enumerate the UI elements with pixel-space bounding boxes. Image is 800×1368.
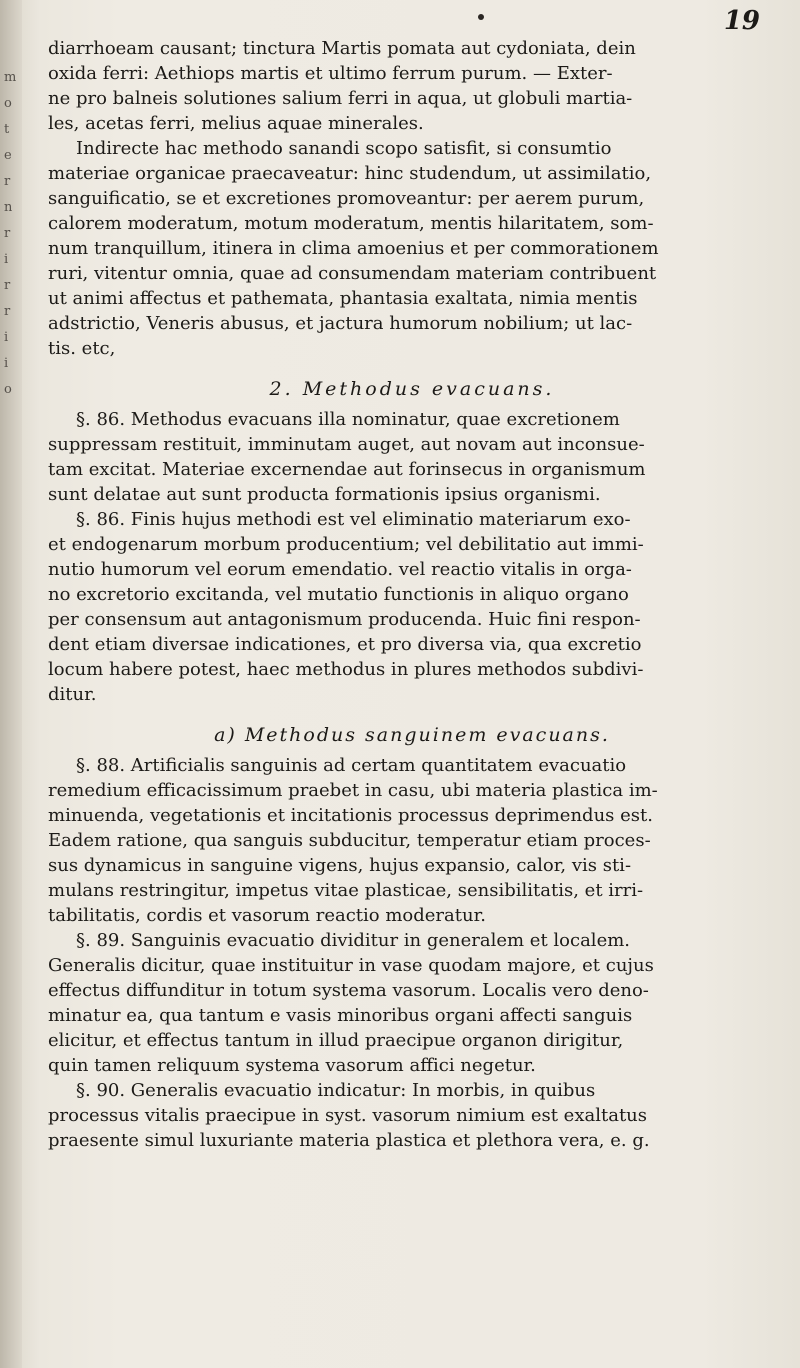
text-line: ne pro balneis solutiones salium ferri in aqua, ut globuli martia- <box>48 88 633 109</box>
text-line: dent etiam diversae indicationes, et pro diversa via, qua excretio <box>48 634 642 655</box>
text-line: ut animi affectus et pathemata, phantasia exaltata, nimia mentis <box>48 288 638 309</box>
text-line: §. 86. Finis hujus methodi est vel eliminatio materiarum exo- <box>76 509 631 530</box>
ink-speck <box>478 14 484 20</box>
text-line: per consensum aut antagonismum producenda. Huic fini respon- <box>48 609 641 630</box>
paragraph-88 <box>48 753 776 928</box>
paragraph-89 <box>48 928 776 1078</box>
text-line: §. 86. Methodus evacuans illa nominatur, quae excretionem <box>76 409 620 430</box>
gutter-letter: r <box>4 304 11 319</box>
text-line: remedium efficacissimum praebet in casu, ubi materia plastica im- <box>48 780 658 801</box>
paragraph-86-finis <box>48 507 776 707</box>
text-line: mulans restringitur, impetus vitae plasticae, sensibilitatis, et irri- <box>48 880 644 901</box>
text-line: elicitur, et effectus tantum in illud praecipue organon dirigitur, <box>48 1030 624 1051</box>
text-block <box>48 36 776 1153</box>
gutter-letter: r <box>4 174 11 189</box>
section-heading-methodus-evacuans: 2. Methodus evacuans. <box>269 378 555 400</box>
text-line: oxida ferri: Aethiops martis et ultimo ferrum purum. — Exter- <box>48 63 613 84</box>
paragraph-iron-remedies <box>48 36 776 136</box>
text-line: nutio humorum vel eorum emendatio. vel reactio vitalis in orga- <box>48 559 632 580</box>
page-number: 19 <box>723 6 760 36</box>
text-line: tabilitatis, cordis et vasorum reactio moderatur. <box>48 905 486 926</box>
text-line: §. 90. Generalis evacuatio indicatur: In morbis, in quibus <box>76 1080 596 1101</box>
binding-gutter <box>0 0 22 1368</box>
text-line: tam excitat. Materiae excernendae aut forinsecus in organismum <box>48 459 646 480</box>
gutter-letter: n <box>4 200 13 215</box>
gutter-letter: o <box>4 382 12 397</box>
text-line: materiae organicae praecaveatur: hinc studendum, ut assimilatio, <box>48 163 652 184</box>
gutter-letter: r <box>4 226 11 241</box>
text-line: minuenda, vegetationis et incitationis processus deprimendus est. <box>48 805 653 826</box>
text-line: minatur ea, qua tantum e vasis minoribus organi affecti sanguis <box>48 1005 633 1026</box>
text-line: quin tamen reliquum systema vasorum affici negetur. <box>48 1055 536 1076</box>
text-line: num tranquillum, itinera in clima amoenius et per commorationem <box>48 238 659 259</box>
gutter-letter: i <box>4 330 9 345</box>
text-line: Indirecte hac methodo sanandi scopo satisfit, si consumtio <box>76 138 612 159</box>
text-line: effectus diffunditur in totum systema vasorum. Localis vero deno- <box>48 980 649 1001</box>
text-line: Eadem ratione, qua sanguis subducitur, temperatur etiam proces- <box>48 830 651 851</box>
gutter-letter: i <box>4 356 9 371</box>
text-line: locum habere potest, haec methodus in plures methodos subdivi- <box>48 659 644 680</box>
text-line: suppressam restituit, imminutam auget, aut novam aut inconsue- <box>48 434 645 455</box>
text-line: ditur. <box>48 684 97 705</box>
text-line: et endogenarum morbum producentium; vel debilitatio aut immi- <box>48 534 644 555</box>
text-line: praesente simul luxuriante materia plastica et plethora vera, e. g. <box>48 1130 650 1151</box>
gutter-letter: t <box>4 122 10 137</box>
paragraph-90 <box>48 1078 776 1153</box>
text-line: diarrhoeam causant; tinctura Martis pomata aut cydoniata, dein <box>48 38 636 59</box>
gutter-letter: r <box>4 278 11 293</box>
paragraph-86-definition <box>48 407 776 507</box>
gutter-letter: i <box>4 252 9 267</box>
text-line: §. 88. Artificialis sanguinis ad certam quantitatem evacuatio <box>76 755 627 776</box>
text-line: sanguificatio, se et excretiones promoveantur: per aerem purum, <box>48 188 645 209</box>
text-line: tis. etc, <box>48 338 116 359</box>
gutter-letter: o <box>4 96 12 111</box>
text-line: sunt delatae aut sunt producta formationis ipsius organismi. <box>48 484 601 505</box>
text-line: adstrictio, Veneris abusus, et jactura humorum nobilium; ut lac- <box>48 313 633 334</box>
text-line: sus dynamicus in sanguine vigens, hujus expansio, calor, vis sti- <box>48 855 632 876</box>
text-line: §. 89. Sanguinis evacuatio dividitur in generalem et localem. <box>76 930 631 951</box>
paragraph-indirect-method <box>48 136 776 361</box>
text-line: processus vitalis praecipue in syst. vasorum nimium est exaltatus <box>48 1105 648 1126</box>
text-line: les, acetas ferri, melius aquae minerales. <box>48 113 424 134</box>
gutter-letter: e <box>4 148 12 163</box>
gutter-letter: m <box>4 70 17 85</box>
text-line: no excretorio excitanda, vel mutatio functionis in aliquo organo <box>48 584 629 605</box>
text-line: ruri, vitentur omnia, quae ad consumendam materiam contribuent <box>48 263 657 284</box>
text-line: Generalis dicitur, quae instituitur in vase quodam majore, et cujus <box>48 955 654 976</box>
subsection-heading-sanguinem-evacuans: a) Methodus sanguinem evacuans. <box>214 724 610 746</box>
text-line: calorem moderatum, motum moderatum, mentis hilaritatem, som- <box>48 213 654 234</box>
